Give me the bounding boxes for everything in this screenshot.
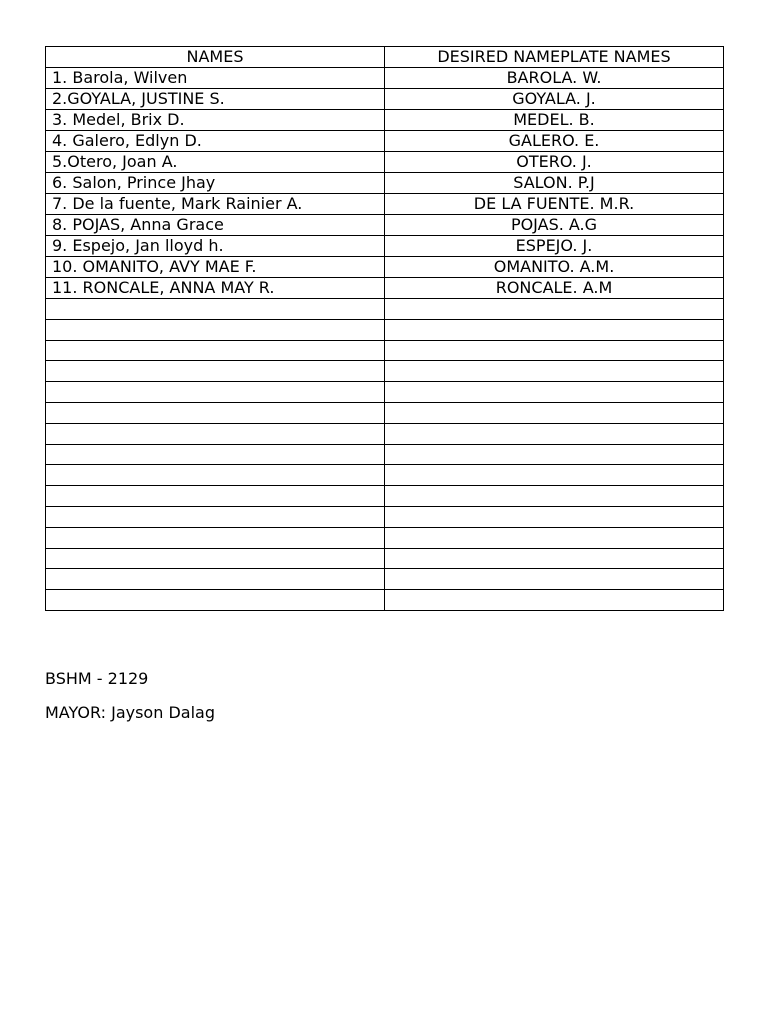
- table-row: [46, 402, 724, 423]
- nameplate-name-cell: [385, 299, 724, 320]
- nameplate-name-cell: [385, 444, 724, 465]
- nameplate-name-cell: [385, 340, 724, 361]
- student-name-cell: [46, 423, 385, 444]
- table-row: [46, 110, 724, 131]
- student-name-cell: 4. Galero, Edlyn D.: [46, 131, 385, 152]
- student-name-cell: [46, 402, 385, 423]
- nameplate-name-cell: [385, 486, 724, 507]
- student-name-cell: 2.GOYALA, JUSTINE S.: [46, 89, 385, 110]
- nameplate-name-cell: MEDEL. B.: [385, 110, 724, 131]
- table-row: [46, 382, 724, 403]
- student-name-cell: [46, 340, 385, 361]
- table-row: [46, 278, 724, 299]
- table-row: [46, 319, 724, 340]
- student-name-cell: 10. OMANITO, AVY MAE F.: [46, 257, 385, 278]
- table-row: [46, 194, 724, 215]
- table-header-row: [46, 47, 724, 68]
- nameplate-name-cell: RONCALE. A.M: [385, 278, 724, 299]
- student-name-cell: [46, 569, 385, 590]
- nameplate-name-cell: [385, 548, 724, 569]
- student-name-cell: [46, 361, 385, 382]
- nameplate-name-cell: [385, 465, 724, 486]
- table-row: [46, 173, 724, 194]
- student-name-cell: [46, 382, 385, 403]
- student-name-cell: [46, 486, 385, 507]
- student-name-cell: 7. De la fuente, Mark Rainier A.: [46, 194, 385, 215]
- table-row: [46, 444, 724, 465]
- student-name-cell: 3. Medel, Brix D.: [46, 110, 385, 131]
- nameplate-name-cell: [385, 527, 724, 548]
- nameplate-name-cell: GALERO. E.: [385, 131, 724, 152]
- student-name-cell: [46, 548, 385, 569]
- table-row: [46, 548, 724, 569]
- nameplate-name-cell: BAROLA. W.: [385, 68, 724, 89]
- nameplate-name-cell: [385, 402, 724, 423]
- student-name-cell: [46, 444, 385, 465]
- nameplate-name-cell: [385, 361, 724, 382]
- student-name-cell: [46, 506, 385, 527]
- table-row: [46, 89, 724, 110]
- student-name-cell: [46, 527, 385, 548]
- header-names: NAMES: [46, 47, 385, 68]
- table-row: [46, 236, 724, 257]
- nameplate-name-cell: OMANITO. A.M.: [385, 257, 724, 278]
- table-row: [46, 486, 724, 507]
- student-name-cell: 5.Otero, Joan A.: [46, 152, 385, 173]
- student-name-cell: [46, 465, 385, 486]
- table-row: [46, 527, 724, 548]
- nameplate-name-cell: [385, 382, 724, 403]
- student-name-cell: [46, 590, 385, 611]
- table-row: [46, 506, 724, 527]
- nameplate-name-cell: [385, 506, 724, 527]
- table-row: [46, 215, 724, 236]
- nameplate-name-cell: GOYALA. J.: [385, 89, 724, 110]
- table-row: [46, 257, 724, 278]
- student-name-cell: 11. RONCALE, ANNA MAY R.: [46, 278, 385, 299]
- mayor-label: MAYOR: Jayson Dalag: [45, 703, 215, 722]
- nameplate-name-cell: ESPEJO. J.: [385, 236, 724, 257]
- table-row: [46, 465, 724, 486]
- student-name-cell: 9. Espejo, Jan lloyd h.: [46, 236, 385, 257]
- nameplate-name-cell: SALON. P.J: [385, 173, 724, 194]
- table-row: [46, 590, 724, 611]
- student-name-cell: [46, 319, 385, 340]
- nameplate-name-cell: DE LA FUENTE. M.R.: [385, 194, 724, 215]
- table-row: [46, 423, 724, 444]
- student-name-cell: 1. Barola, Wilven: [46, 68, 385, 89]
- table-row: [46, 340, 724, 361]
- table-row: [46, 68, 724, 89]
- nameplate-table: [45, 46, 724, 611]
- student-name-cell: [46, 299, 385, 320]
- student-name-cell: 8. POJAS, Anna Grace: [46, 215, 385, 236]
- nameplate-name-cell: OTERO. J.: [385, 152, 724, 173]
- student-name-cell: 6. Salon, Prince Jhay: [46, 173, 385, 194]
- table-row: [46, 131, 724, 152]
- table-body: [46, 68, 724, 611]
- header-desired-nameplate-names: DESIRED NAMEPLATE NAMES: [385, 47, 724, 68]
- nameplate-name-cell: [385, 319, 724, 340]
- nameplate-name-cell: POJAS. A.G: [385, 215, 724, 236]
- table-row: [46, 569, 724, 590]
- nameplate-name-cell: [385, 423, 724, 444]
- nameplate-name-cell: [385, 569, 724, 590]
- table-row: [46, 361, 724, 382]
- nameplate-name-cell: [385, 590, 724, 611]
- table-row: [46, 299, 724, 320]
- section-label: BSHM - 2129: [45, 669, 149, 688]
- table-row: [46, 152, 724, 173]
